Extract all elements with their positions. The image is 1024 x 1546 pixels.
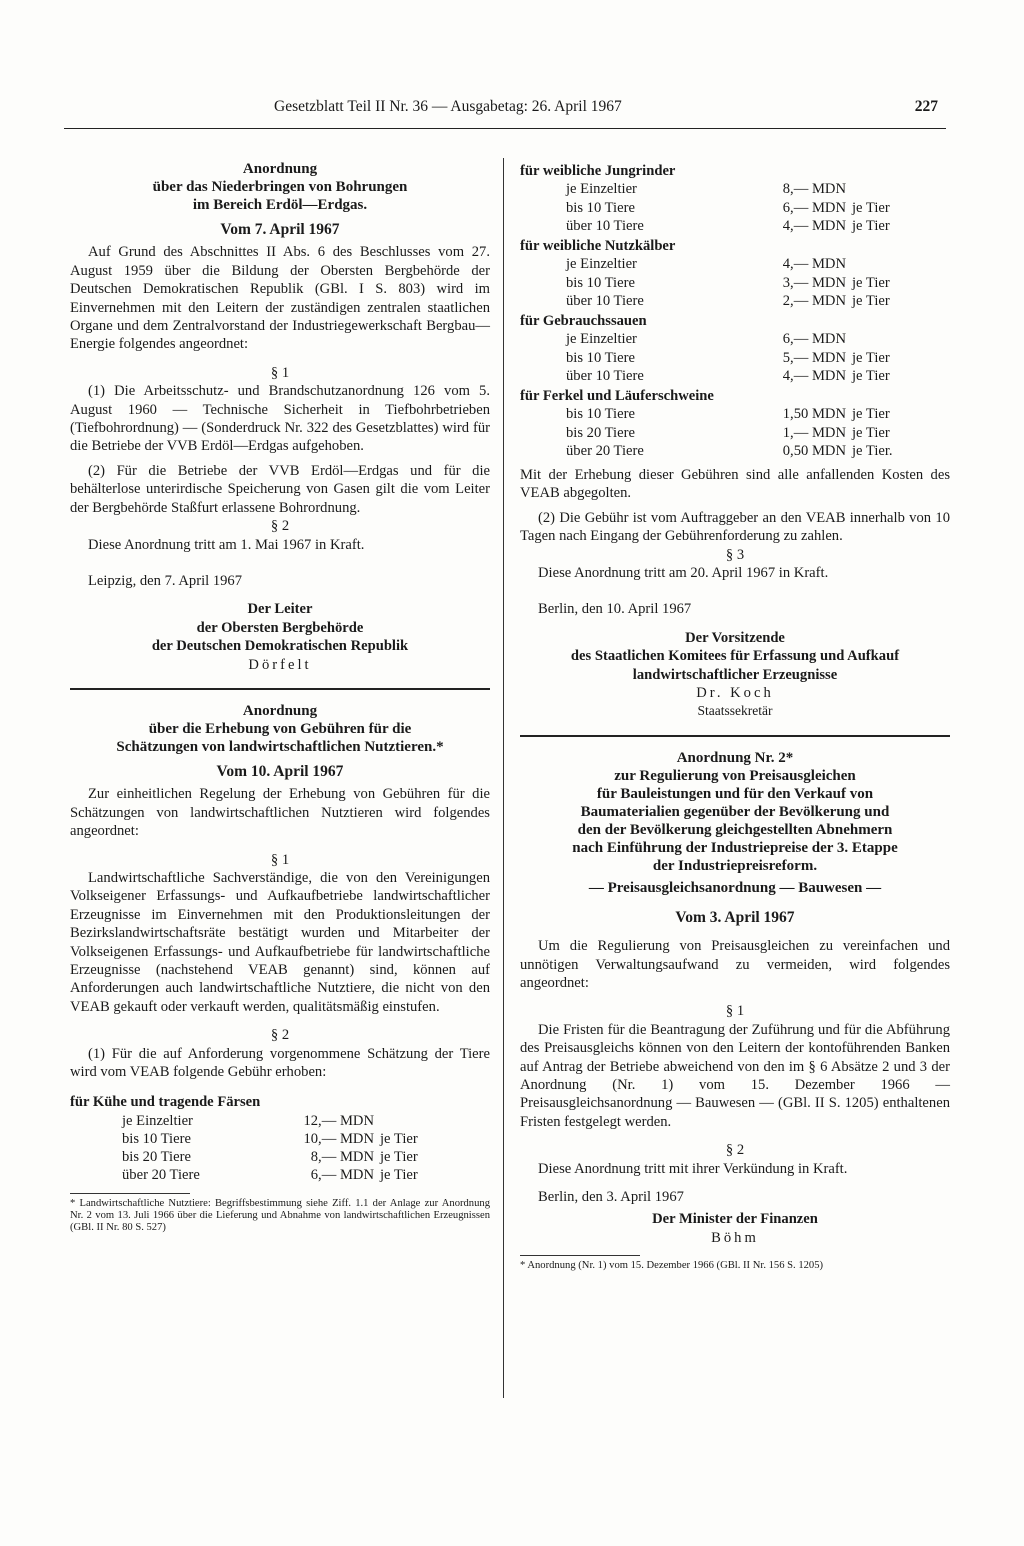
article-3-title-line: nach Einführung der Industriepreise der 3. Etappe: [572, 839, 898, 856]
place-date: Berlin, den 3. April 1967: [538, 1189, 684, 1206]
footnote: * Landwirtschaftliche Nutztiere: Begriffsbestimmung siehe Ziff. 1.1 der Anlage zur Anordnung Nr. 2 vom 13. Juli 1966 über die Lieferung und Abnahme von landwirtschaftlichen Erzeugnissen (GBl. II Nr. 80 S. 527): [70, 1197, 490, 1233]
signature-title: des Staatlichen Komitees für Erfassung und Aufkauf: [570, 648, 900, 665]
right-column: [520, 160, 950, 1272]
section-heading: § 1: [725, 1003, 745, 1020]
paragraph: (2) Die Gebühr ist vom Auftraggeber an den VEAB innerhalb von 10 Tagen nach Eingang der Gebührenforderung zu zahlen.: [520, 509, 950, 545]
fee-table-heading: für Gebrauchssauen: [520, 312, 647, 329]
paragraph: Landwirtschaftliche Sachverständige, die von den Vereinigungen Volkseigener Erfassungs- und Aufkaufbetriebe landwirtschaftlicher Erzeugnisse im Einvernehmen mit den Produktionsleitungen der Bezirkslandwirtschaftsräte bestätigt wurden und Mitarbeiter der Volkseigenen Erfassungs- und Aufkaufbetriebe für landwirtschaftliche Erzeugnisse (nachstehend VEAB genannt) sind, können auf Anforderungen auch landwirtschaftliche Nutztiere, die nicht von den VEAB gekauft oder verkauft werden, qualitätsmäßig einstufen.: [70, 869, 490, 1015]
fee-row: je Einzeltier 6,— MDN: [566, 331, 846, 348]
paragraph: Diese Anordnung tritt am 1. Mai 1967 in Kraft.: [88, 536, 365, 553]
fee-row: über 20 Tiere 6,— MDN je Tier: [122, 1167, 418, 1184]
article-3: [520, 749, 950, 1273]
fee-group: [520, 312, 950, 385]
article-2-title-line: über die Erhebung von Gebühren für die: [148, 720, 412, 737]
section-heading: § 2: [270, 518, 290, 535]
article-separator: [70, 688, 490, 690]
article-1-date: Vom 7. April 1967: [220, 221, 340, 238]
article-2-title-line: Schätzungen von landwirtschaftlichen Nutztieren.*: [116, 738, 444, 755]
page-number: 227: [914, 98, 938, 115]
fee-table-heading: für Kühe und tragende Färsen: [70, 1094, 261, 1111]
paragraph: (2) Für die Betriebe der VVB Erdöl—Erdgas und für die behälterlose unterirdische Speicherung von Gasen gilt die vom Leiter der Bergbehörde Staßfurt erlassene Bohrordnung.: [70, 462, 490, 516]
article-3-title-line: Anordnung Nr. 2*: [676, 749, 794, 766]
fee-row: bis 10 Tiere 6,— MDN je Tier: [566, 199, 890, 216]
place-date: Leipzig, den 7. April 1967: [88, 572, 243, 589]
article-1-title-line: im Bereich Erdöl—Erdgas.: [192, 197, 368, 213]
fee-row: je Einzeltier 12,— MDN: [122, 1112, 374, 1129]
signature-title: der Obersten Bergbehörde: [196, 619, 364, 636]
signature-title: der Deutschen Demokratischen Republik: [151, 638, 409, 655]
article-1-title-line: Anordnung: [242, 161, 318, 177]
paragraph: Mit der Erhebung dieser Gebühren sind alle anfallenden Kosten des VEAB abgegolten.: [520, 466, 950, 502]
article-1-title-line: über das Niederbringen von Bohrungen: [152, 179, 408, 195]
page-header: [64, 98, 946, 129]
place-date: Berlin, den 10. April 1967: [538, 601, 692, 618]
article-2: [70, 702, 490, 1234]
paragraph: (1) Die Arbeitsschutz- und Brandschutzanordnung 126 vom 5. August 1960 — Technische Sicherheit in Tiefbohrbetrieben (Tiefbohrordnung) — (Sonderdruck Nr. 322 des Gesetzblattes) wird für die Betriebe der VVB Erdöl—Erdgas aufgehoben.: [70, 383, 490, 455]
paragraph: (1) Für die auf Anforderung vorgenommene Schätzung der Tiere wird vom VEAB folgende Gebühr erhoben:: [70, 1045, 490, 1081]
article-3-title-line: für Bauleistungen und für den Verkauf von: [596, 785, 874, 802]
section-heading: § 1: [270, 851, 290, 868]
section-heading: § 1: [270, 364, 290, 381]
article-2-date: Vom 10. April 1967: [216, 762, 344, 780]
column-divider: [503, 158, 504, 1398]
footnote-rule: [70, 1193, 190, 1194]
signature-role: Staatssekretär: [697, 703, 773, 719]
fee-group: [520, 162, 950, 235]
gazette-title: Gesetzblatt Teil II Nr. 36 — Ausgabetag: 26. April 1967: [274, 98, 622, 115]
fee-table-heading: für weibliche Jungrinder: [520, 163, 676, 179]
fee-row: über 10 Tiere 4,— MDN je Tier: [566, 217, 890, 234]
fee-row: bis 10 Tiere 10,— MDN je Tier: [122, 1131, 418, 1148]
signature-title: Der Leiter: [247, 601, 313, 618]
signature-title: landwirtschaftlicher Erzeugnisse: [632, 666, 838, 683]
signature-name: Dr. Koch: [696, 684, 774, 701]
footnote-rule: [520, 1255, 640, 1256]
signature-title: Der Vorsitzende: [685, 629, 785, 646]
fee-row: je Einzeltier 8,— MDN: [566, 181, 846, 198]
article-3-title-line: den der Bevölkerung gleichgestellten Abnehmern: [577, 821, 893, 838]
article-2-title-line: Anordnung: [242, 702, 318, 719]
fee-row: je Einzeltier 4,— MDN: [566, 256, 846, 273]
article-1-intro: Auf Grund des Abschnittes II Abs. 6 des Beschlusses vom 27. August 1959 über die Bildung der Obersten Bergbehörde der Deutschen Demokratischen Republik (GBl. I S. 803) wird im Einvernehmen mit den Leitern der zuständigen zentralen staatlichen Organe und dem Zentralvorstand der Industriegewerkschaft Bergbau—Energie folgendes angeordnet:: [70, 244, 490, 353]
signature-title: Der Minister der Finanzen: [652, 1211, 818, 1228]
fee-row: bis 10 Tiere 1,50 MDN je Tier: [566, 406, 890, 423]
paragraph: Diese Anordnung tritt mit ihrer Verkündung in Kraft.: [538, 1160, 848, 1177]
article-separator: [520, 735, 950, 737]
article-3-subtitle: — Preisausgleichsanordnung — Bauwesen —: [588, 879, 882, 896]
article-1: [70, 160, 490, 674]
section-heading: § 2: [725, 1142, 745, 1159]
fee-row: über 20 Tiere 0,50 MDN je Tier.: [566, 442, 893, 459]
paragraph: Diese Anordnung tritt am 20. April 1967 in Kraft.: [538, 564, 829, 581]
paragraph: Die Fristen für die Beantragung der Zuführung und für die Abführung des Preisausgleichs können von den Leitern der kontoführenden Banken auf Antrag der Betriebe abweichend von den im § 6 Absätze 2 und 3 der Anordnung (Nr. 1) vom 15. Dezember 1966 — Preisausgleichsanordnung — Bauwesen — (GBl. II S. 1205) enthaltenen Fristen festgelegt werden.: [520, 1021, 950, 1130]
fee-table-heading: für Ferkel und Läuferschweine: [520, 387, 714, 404]
section-heading: § 2: [270, 1027, 290, 1044]
fee-table-heading: für weibliche Nutzkälber: [520, 237, 676, 254]
fee-group: [520, 387, 950, 460]
fee-group: [520, 237, 950, 310]
article-2-intro: Zur einheitlichen Regelung der Erhebung von Gebühren für die Schätzungen von landwirtschaftlichen Nutztieren wird folgendes angeordnet:: [70, 786, 490, 840]
article-3-title-line: zur Regulierung von Preisausgleichen: [614, 767, 856, 784]
article-3-intro: Um die Regulierung von Preisausgleichen zu vereinfachen und unnötigen Verwaltungsaufwand zu vermeiden, wird folgendes angeordnet:: [520, 938, 950, 991]
fee-row: bis 20 Tiere 8,— MDN je Tier: [122, 1149, 418, 1166]
article-3-date: Vom 3. April 1967: [675, 908, 795, 926]
article-3-title-line: der Industriepreisreform.: [652, 857, 818, 874]
fee-row: über 10 Tiere 2,— MDN je Tier: [566, 292, 890, 309]
fee-row: bis 10 Tiere 5,— MDN je Tier: [566, 349, 890, 366]
section-heading: § 3: [725, 546, 745, 563]
left-column: [70, 160, 490, 1234]
fee-row: bis 20 Tiere 1,— MDN je Tier: [566, 424, 890, 441]
footnote: * Anordnung (Nr. 1) vom 15. Dezember 1966 (GBl. II Nr. 156 S. 1205): [520, 1260, 824, 1272]
article-3-title-line: Baumaterialien gegenüber der Bevölkerung und: [580, 803, 890, 820]
signature-name: Böhm: [711, 1229, 759, 1246]
fee-row: bis 10 Tiere 3,— MDN je Tier: [566, 274, 890, 291]
fee-row: über 10 Tiere 4,— MDN je Tier: [566, 367, 890, 384]
signature-name: Dörfelt: [248, 656, 312, 673]
